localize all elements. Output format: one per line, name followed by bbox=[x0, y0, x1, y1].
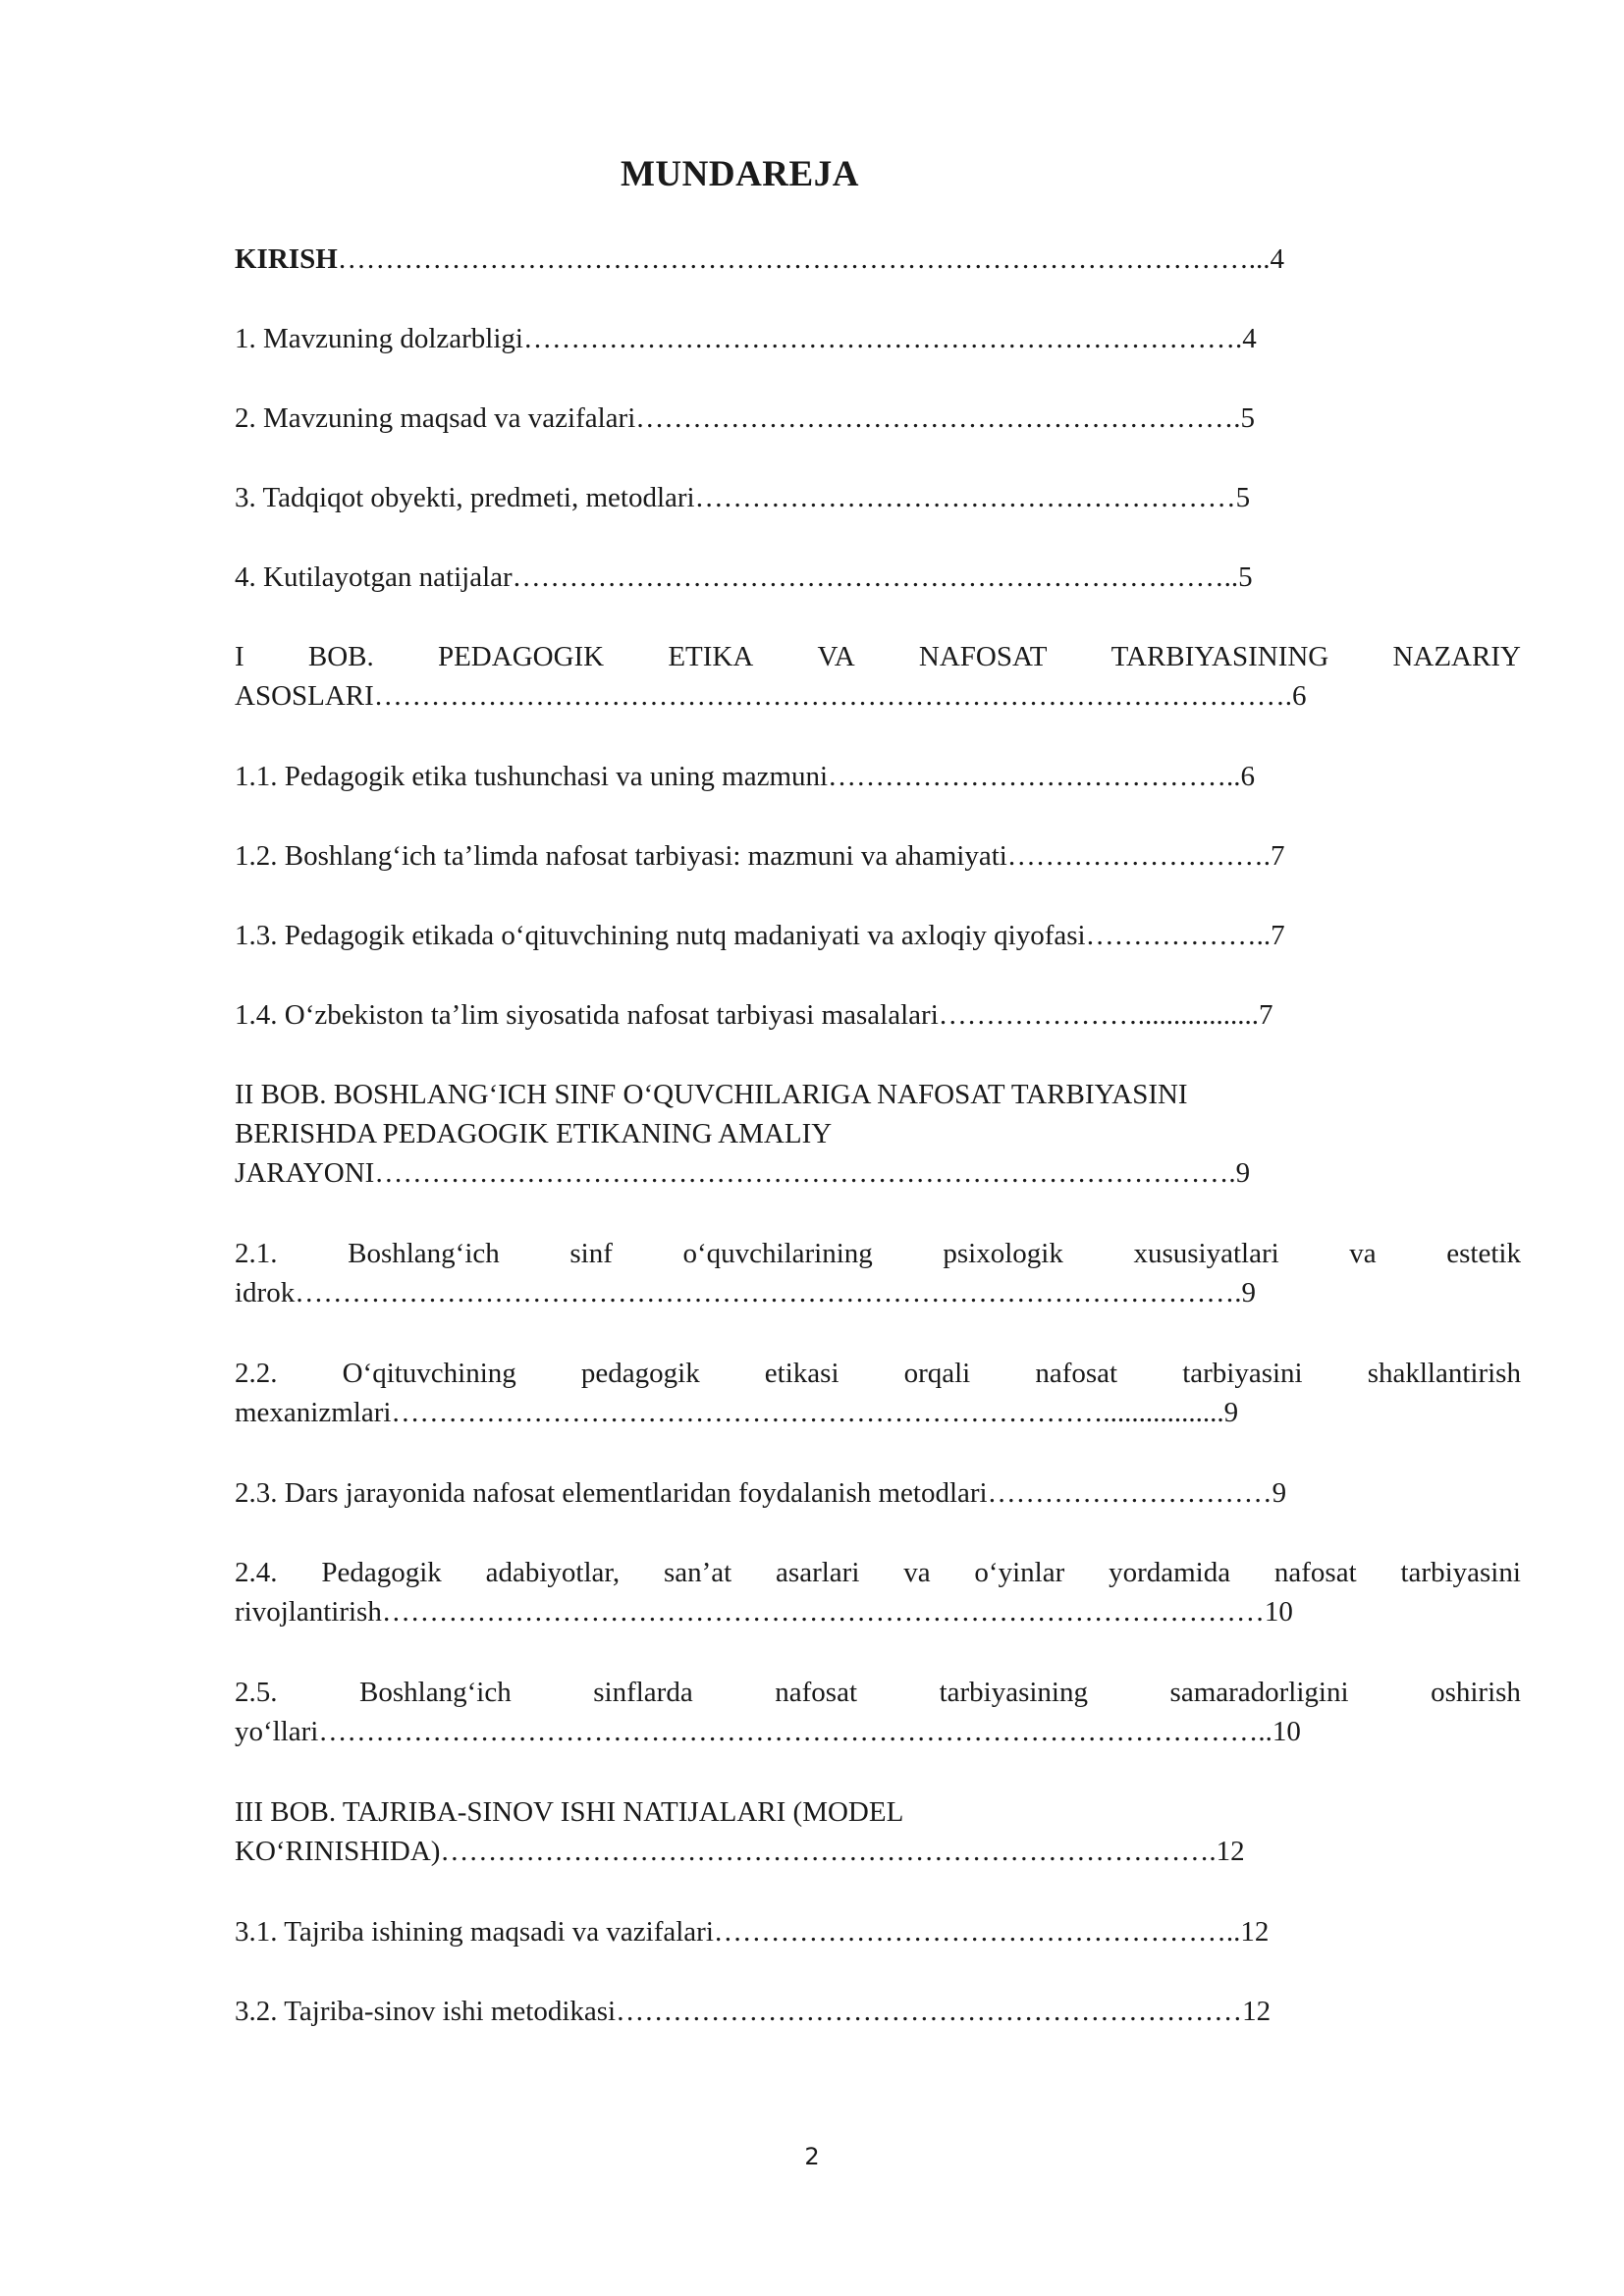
toc-entry-1-2 bbox=[235, 836, 1521, 876]
toc-entry-2-5-line1 bbox=[235, 1673, 1521, 1712]
toc-word: nafosat bbox=[1273, 1557, 1357, 1588]
toc-entry-2-5 bbox=[235, 1673, 1521, 1751]
toc-entry-2-3-text: 2.3. Dars jarayonida nafosat elementlaridan foydalanish metodlari…………………………9 bbox=[235, 1477, 1287, 1509]
toc-word: NAFOSAT bbox=[918, 641, 1048, 672]
toc-entry-2-4 bbox=[235, 1553, 1521, 1631]
toc-word: samaradorligini bbox=[1169, 1677, 1349, 1708]
toc-entry-4-text: 4. Kutilayotgan natijalar…………………………………………………………………..5 bbox=[235, 561, 1253, 593]
toc-word: Boshlang‘ich bbox=[348, 1238, 500, 1269]
toc-word: ETIKA bbox=[668, 641, 754, 672]
toc-word: VA bbox=[817, 641, 855, 672]
toc-word: psixologik bbox=[943, 1238, 1063, 1269]
toc-word: asarlari bbox=[776, 1557, 860, 1588]
toc-word: va bbox=[1349, 1238, 1377, 1269]
toc-entry-kirish-label: KIRISH bbox=[235, 243, 338, 275]
toc-entry-chapter-3 bbox=[235, 1792, 1521, 1871]
toc-entry-1-3-text: 1.3. Pedagogik etikada o‘qituvchining nutq madaniyati va axloqiy qiyofasi………………..7 bbox=[235, 920, 1285, 951]
toc-entry-2-2 bbox=[235, 1354, 1521, 1432]
toc-entry-kirish-leader: ……………………………………………………………………………………...4 bbox=[337, 243, 1285, 275]
toc-word: nafosat bbox=[1035, 1358, 1118, 1389]
toc-entry-2 bbox=[235, 399, 1521, 438]
toc-word: I bbox=[235, 641, 244, 672]
toc-word: oshirish bbox=[1431, 1677, 1521, 1708]
toc-entry-2-1-line1 bbox=[235, 1234, 1521, 1273]
toc-word: xususiyatlari bbox=[1133, 1238, 1279, 1269]
toc-word: NAZARIY bbox=[1392, 641, 1521, 672]
toc-word: BOB. bbox=[307, 641, 374, 672]
toc-word: adabiyotlar, bbox=[485, 1557, 621, 1588]
toc-entry-2-2-line2: mexanizmlari………………………………………………………………….................9 bbox=[235, 1397, 1239, 1428]
toc-word: o‘yinlar bbox=[974, 1557, 1065, 1588]
toc-word: va bbox=[903, 1557, 931, 1588]
toc-entry-1-text: 1. Mavzuning dolzarbligi………………………………………………………………….4 bbox=[235, 323, 1257, 354]
toc-entry-chapter-2-line3: JARAYONI……………………………………………………………………………….9 bbox=[235, 1157, 1251, 1189]
toc-entry-1 bbox=[235, 319, 1521, 358]
toc-entry-4 bbox=[235, 558, 1521, 597]
toc-entry-2-5-line2: yo‘llari………………………………………………………………………………………..10 bbox=[235, 1716, 1301, 1747]
toc-entry-2-3 bbox=[235, 1473, 1521, 1513]
toc-word: orqali bbox=[903, 1358, 971, 1389]
toc-word: estetik bbox=[1446, 1238, 1521, 1269]
toc-word: PEDAGOGIK bbox=[437, 641, 605, 672]
toc-entry-chapter-3-line2: KO‘RINISHIDA)……………………………………………………………………….12 bbox=[235, 1836, 1245, 1867]
toc-word: yordamida bbox=[1109, 1557, 1231, 1588]
toc-word: tarbiyasini bbox=[1182, 1358, 1303, 1389]
toc-word: nafosat bbox=[775, 1677, 858, 1708]
toc-entry-kirish-line bbox=[235, 240, 1521, 279]
toc-entry-3 bbox=[235, 478, 1521, 517]
toc-entry-2-text: 2. Mavzuning maqsad va vazifalari……………………………………………………….5 bbox=[235, 402, 1256, 434]
toc-entry-3-2 bbox=[235, 1992, 1521, 2031]
toc-word: san’at bbox=[663, 1557, 732, 1588]
toc-entry-chapter-2 bbox=[235, 1075, 1521, 1193]
toc-entry-chapter-1-line1 bbox=[235, 637, 1521, 676]
toc-entry-chapter-2-line1: II BOB. BOSHLANG‘ICH SINF O‘QUVCHILARIGA NAFOSAT TARBIYASINI bbox=[235, 1079, 1188, 1110]
toc-word: pedagogik bbox=[580, 1358, 700, 1389]
toc-word: o‘quvchilarining bbox=[682, 1238, 873, 1269]
toc-word: Boshlang‘ich bbox=[359, 1677, 512, 1708]
toc-entry-3-2-text: 3.2. Tajriba-sinov ishi metodikasi…………………………………………………………12 bbox=[235, 1996, 1272, 2027]
toc-word: Pedagogik bbox=[321, 1557, 442, 1588]
toc-entry-chapter-3-line1: III BOB. TAJRIBA-SINOV ISHI NATIJALARI (MODEL bbox=[235, 1796, 904, 1828]
toc-word: sinflarda bbox=[593, 1677, 693, 1708]
toc-entry-1-2-text: 1.2. Boshlang‘ich ta’limda nafosat tarbiyasi: mazmuni va ahamiyati……………………….7 bbox=[235, 840, 1285, 872]
toc-entry-3-text: 3. Tadqiqot obyekti, predmeti, metodlari…………………………………………………5 bbox=[235, 482, 1251, 513]
toc-entry-chapter-1 bbox=[235, 637, 1521, 716]
toc-entry-kirish bbox=[235, 240, 1521, 279]
toc-entry-1-4 bbox=[235, 995, 1521, 1035]
toc-entry-2-1-line2: idrok……………………………………………………………………………………….9 bbox=[235, 1277, 1256, 1308]
toc-word: O‘qituvchining bbox=[342, 1358, 516, 1389]
toc-word: sinf bbox=[569, 1238, 613, 1269]
toc-word: 2.1. bbox=[235, 1238, 278, 1269]
toc-entry-3-1-text: 3.1. Tajriba ishining maqsadi va vazifalari………………………………………………..12 bbox=[235, 1916, 1270, 1948]
toc-entry-2-4-line1 bbox=[235, 1553, 1521, 1592]
toc-entry-3-1 bbox=[235, 1912, 1521, 1951]
toc-word: 2.4. bbox=[235, 1557, 278, 1588]
toc-entry-chapter-1-line2: ASOSLARI…………………………………………………………………………………….6 bbox=[235, 680, 1307, 712]
toc-word: 2.5. bbox=[235, 1677, 278, 1708]
toc-entry-1-1 bbox=[235, 757, 1521, 796]
toc-entry-1-1-text: 1.1. Pedagogik etika tushunchasi va uning mazmuni……………………………………..6 bbox=[235, 761, 1256, 792]
toc-word: tarbiyasini bbox=[1400, 1557, 1521, 1588]
toc-word: shakllantirish bbox=[1367, 1358, 1521, 1389]
toc-entry-2-1 bbox=[235, 1234, 1521, 1312]
toc-title: MUNDAREJA bbox=[621, 154, 859, 194]
toc-entry-1-3 bbox=[235, 916, 1521, 955]
page-number: 2 bbox=[804, 2143, 820, 2170]
toc-entry-1-4-text: 1.4. O‘zbekiston ta’lim siyosatida nafosat tarbiyasi masalalari………………….................7 bbox=[235, 999, 1273, 1031]
toc-word: etikasi bbox=[764, 1358, 839, 1389]
toc-entry-2-4-line2: rivojlantirish…………………………………………………………………………………10 bbox=[235, 1596, 1293, 1628]
toc-entry-chapter-2-line2: BERISHDA PEDAGOGIK ETIKANING AMALIY bbox=[235, 1118, 833, 1149]
toc-entry-2-2-line1 bbox=[235, 1354, 1521, 1393]
toc-word: 2.2. bbox=[235, 1358, 278, 1389]
toc-word: tarbiyasining bbox=[939, 1677, 1088, 1708]
toc-word: TARBIYASINING bbox=[1110, 641, 1329, 672]
